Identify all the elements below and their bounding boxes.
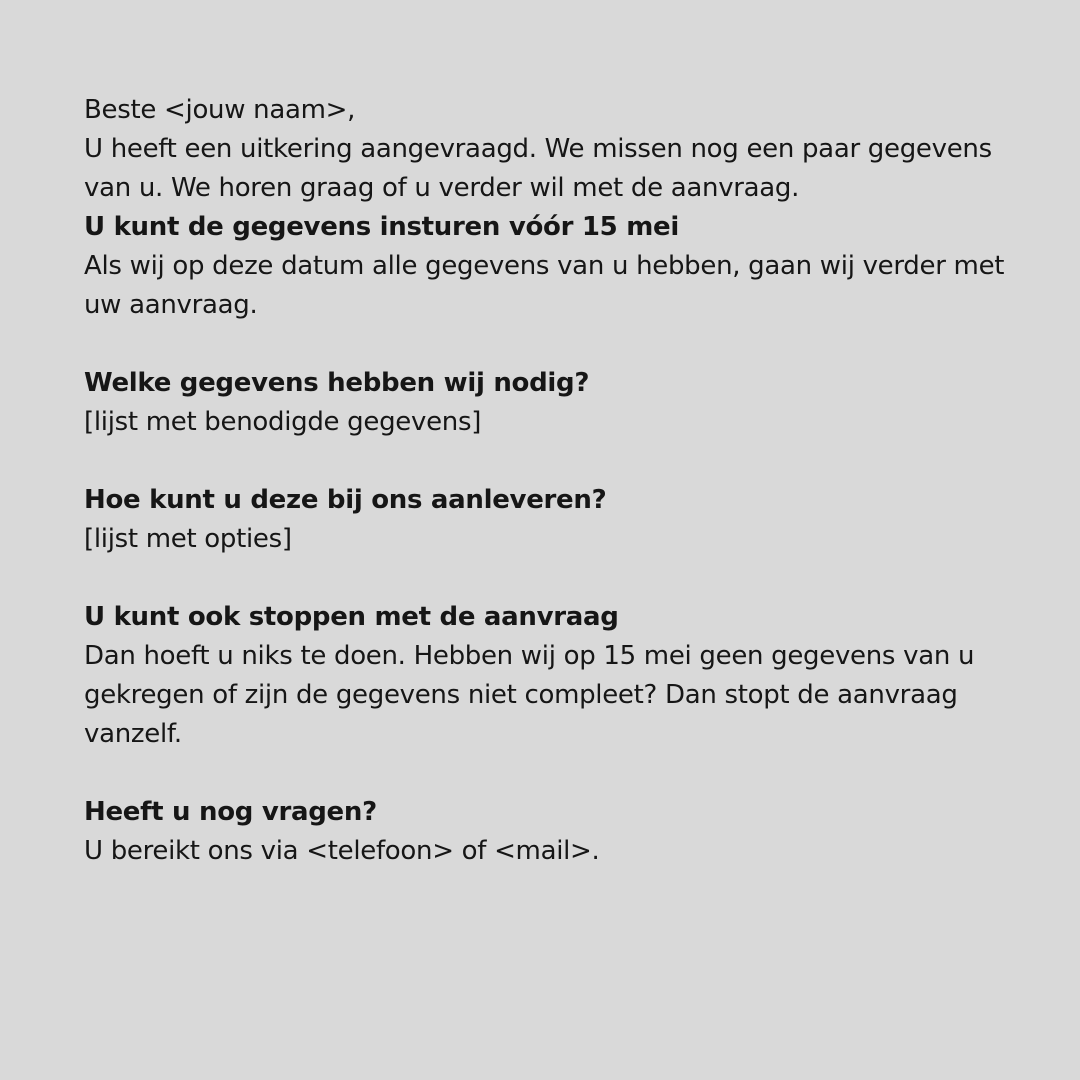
- section-delivery-options: [84, 481, 1014, 559]
- section-deadline: [84, 208, 1014, 325]
- section-body: [lijst met opties]: [84, 524, 292, 554]
- letter: [84, 91, 1014, 910]
- section-heading: Heeft u nog vragen?: [84, 797, 377, 827]
- section-stop-application: [84, 598, 1014, 754]
- section-heading: Welke gegevens hebben wij nodig?: [84, 368, 590, 398]
- section-body: U bereikt ons via <telefoon> of <mail>.: [84, 836, 600, 866]
- salutation: Beste <jouw naam>,: [84, 95, 356, 125]
- section-body: Als wij op deze datum alle gegevens van u hebben, gaan wij verder met uw aanvraag.: [84, 251, 1005, 320]
- section-heading: U kunt ook stoppen met de aanvraag: [84, 602, 619, 632]
- section-required-data: [84, 364, 1014, 442]
- section-body: Dan hoeft u niks te doen. Hebben wij op 15 mei geen gegevens van u gekregen of zijn de gegevens niet compleet? Dan stopt de aanvraag vanzelf.: [84, 641, 975, 749]
- section-body: [lijst met benodigde gegevens]: [84, 407, 482, 437]
- intro-paragraph: U heeft een uitkering aangevraagd. We missen nog een paar gegevens van u. We horen graag of u verder wil met de aanvraag.: [84, 134, 992, 203]
- section-heading: U kunt de gegevens insturen vóór 15 mei: [84, 212, 679, 242]
- section-heading: Hoe kunt u deze bij ons aanleveren?: [84, 485, 607, 515]
- section-questions: [84, 793, 1014, 871]
